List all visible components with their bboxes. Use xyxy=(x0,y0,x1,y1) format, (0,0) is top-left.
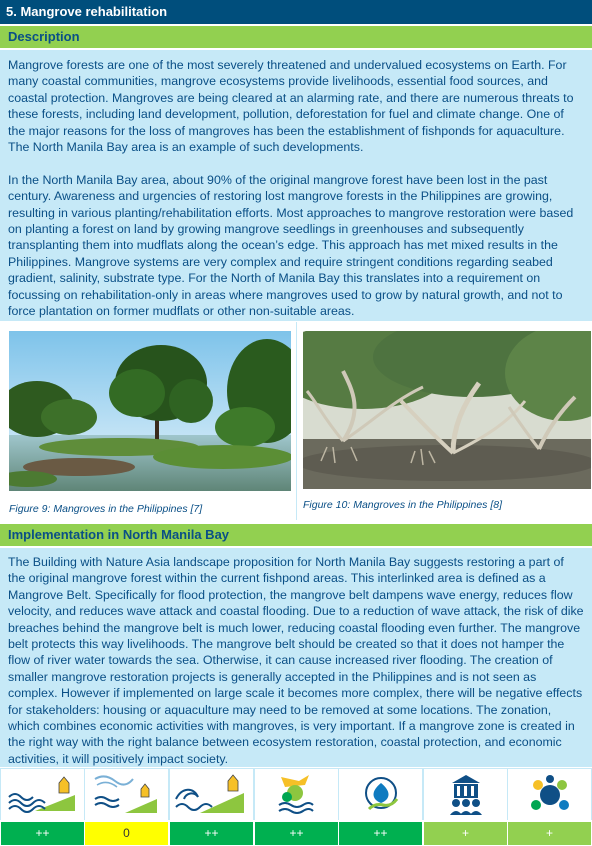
score-row xyxy=(0,821,592,846)
score-stakeholders: + xyxy=(508,822,591,845)
description-paragraph-2: In the North Manila Bay area, about 90% of the original mangrove forest have been lost in the past century. Awareness and urgencies of restoring lost mangrove forests in the Philippines are growing, resulting in various planting/rehabilitation efforts. Most approaches to mangrove restoration were based on planting a forest on land by growing mangrove seedlings in greenhouses and subsequently transplanting them into mudflats along the ocean’s edge. This approach has met mixed results in the Philippines. Mangrove systems are very complex and require stringent conditions regarding seabed gradient, salinity, substrate type. For the North of Manila Bay this translates into a requirement on focussing on rehabilitation-only in areas where mangroves used to grow by natural growth, and not to force plantation on former mudflats or other non-suitable areas. xyxy=(8,172,574,319)
figure-10-cell xyxy=(297,322,592,520)
mangrove-photo-1 xyxy=(9,331,291,491)
score-governance: + xyxy=(424,822,507,845)
description-text xyxy=(0,50,592,321)
coastal-flooding-icon xyxy=(1,769,84,820)
mangrove-photo-2 xyxy=(303,331,591,489)
description-heading: Description xyxy=(0,26,592,48)
river-flooding-icon xyxy=(85,769,168,820)
aquaculture-icon xyxy=(255,769,338,820)
score-coastal-flooding: ++ xyxy=(1,822,84,845)
indicator-icon-row xyxy=(0,768,592,820)
figure-10-caption: Figure 10: Mangroves in the Philippines [8] xyxy=(303,499,503,511)
description-paragraph-1: Mangrove forests are one of the most severely threatened and undervalued ecosystems on Earth. For many coastal communities, mangrove ecosystems provide livelihoods, essential food sources, and coastal protection. Mangroves are being cleared at an alarming rate, and there are numerous threats to these forests, including land development, pollution, deforestation for fuel and climate change. One of the major reasons for the loss of mangroves has been the establishment of fishponds for aquaculture. The North Manila Bay area is an example of such developments. xyxy=(8,58,574,155)
page-title: 5. Mangrove rehabilitation xyxy=(0,0,592,24)
governance-icon xyxy=(424,769,507,820)
score-wave-attack: ++ xyxy=(170,822,253,845)
implementation-paragraph: The Building with Nature Asia landscape proposition for North Manila Bay suggests restoring a part of the original mangrove forest within the current fishpond areas. This interlinked area is defined as a Mangrove Belt. Specifically for flood protection, the mangrove belt dampens wave energy, reduces flow velocity, and reduces wave attack and coastal flooding. Due to a reduction of wave attack, the risk of dike breaches behind the mangrove belt is much lower, reducing coastal flooding even further. The mangrove belt protects this way livelihoods. The mangrove belt should be created so that it does not hamper the flow of river water towards the sea. Otherwise, it can cause increased river flooding. The creation of smaller mangrove restoration projects is generally accepted in the Philippines and is not seen as complex. However if implemented on large scale it becomes more complex, there will be negative effects for stakeholders: housing or aquaculture may need to be removed at some locations. The zonation, which combines economic activities with mangroves, is very important. If a mangrove zone is created in the right way with the right balance between ecosystem restoration, coastal protection, and economic activities, it will positively impact society. xyxy=(8,555,584,766)
implementation-heading: Implementation in North Manila Bay xyxy=(0,524,592,546)
score-aquaculture: ++ xyxy=(255,822,338,845)
wave-attack-icon xyxy=(170,769,253,820)
figure-row xyxy=(0,322,592,520)
ecosystem-icon xyxy=(339,769,422,820)
score-river-flooding: 0 xyxy=(85,822,168,845)
stakeholders-icon xyxy=(508,769,591,820)
figure-9-cell xyxy=(0,322,296,520)
figure-9-caption: Figure 9: Mangroves in the Philippines [7] xyxy=(9,503,203,515)
score-ecosystem: ++ xyxy=(339,822,422,845)
implementation-text xyxy=(0,548,592,767)
